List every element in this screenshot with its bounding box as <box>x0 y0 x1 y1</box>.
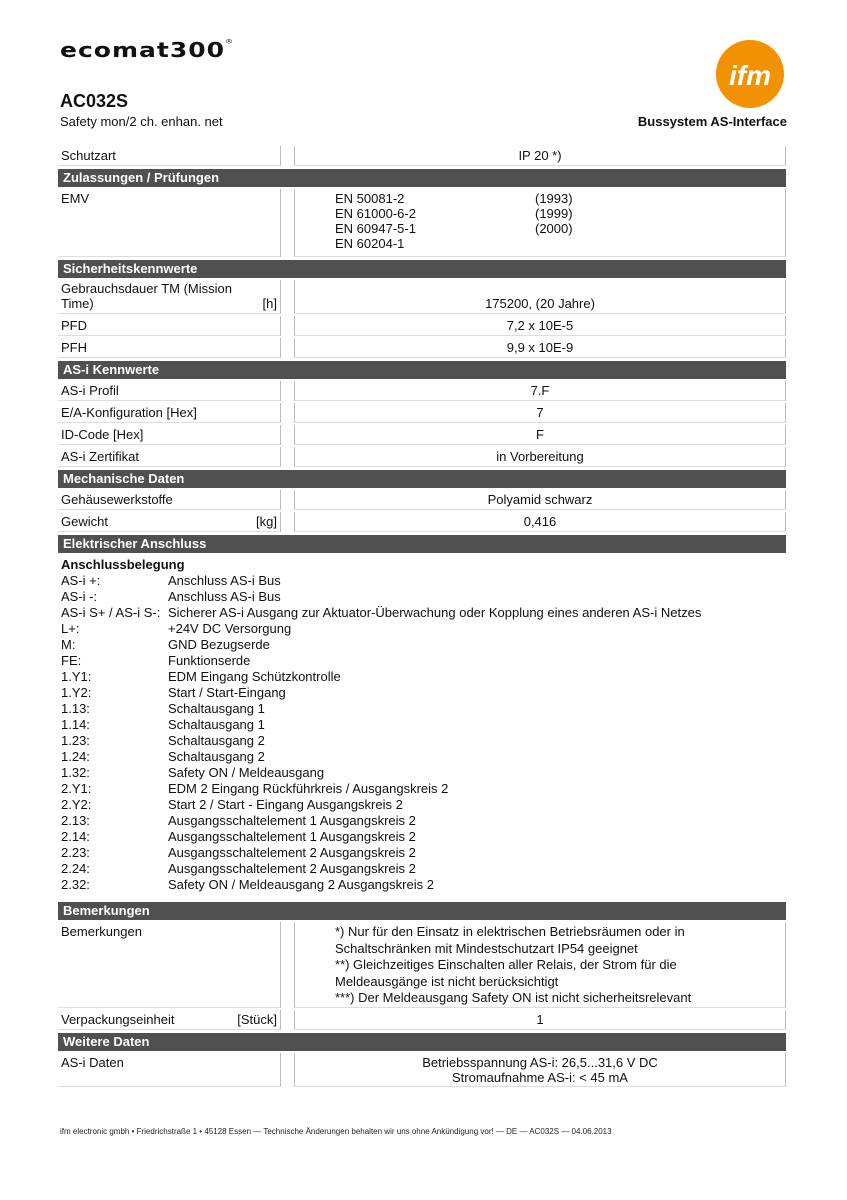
pin-description: Anschluss AS-i Bus <box>168 589 281 604</box>
section-safety: Sicherheitskennwerte <box>58 260 786 278</box>
pin-description: Safety ON / Meldeausgang <box>168 765 325 780</box>
pin-description: Schaltausgang 2 <box>168 733 265 748</box>
row-label: Gehäusewerkstoffe <box>61 492 173 507</box>
row-label: PFD <box>61 318 87 333</box>
remark-line: Schaltschränken mit Mindestschutzart IP54 geeignet <box>335 940 638 956</box>
remark-line: **) Gleichzeitiges Einschalten aller Relais, der Strom für die <box>335 957 677 972</box>
remark-line: ***) Der Meldeausgang Safety ON ist nicht sicherheitsrelevant <box>335 990 692 1005</box>
pin-id: L+: <box>61 621 80 636</box>
pin-id: 1.Y2: <box>61 685 92 700</box>
pin-id: 2.32: <box>61 877 90 892</box>
section-remarks: Bemerkungen <box>58 902 786 920</box>
row-housing <box>58 490 786 510</box>
pin-id: 2.13: <box>61 813 90 828</box>
section-approvals: Zulassungen / Prüfungen <box>58 169 786 187</box>
row-label: ID-Code [Hex] <box>61 427 144 442</box>
row-value: 7,2 x 10E-5 <box>294 316 786 336</box>
row-unit: [kg] <box>256 514 277 529</box>
pin-description: Funktionserde <box>168 653 251 668</box>
pin-row <box>61 845 783 861</box>
pin-row <box>61 573 783 589</box>
emv-standard: EN 60204-1 <box>335 236 405 251</box>
product-code: AC032S <box>60 91 129 111</box>
row-value: Betriebsspannung AS-i: 26,5...31,6 V DC Stromaufnahme AS-i: < 45 mA <box>294 1053 786 1087</box>
pin-description: Start / Start-Eingang <box>168 685 286 700</box>
pin-row <box>61 829 783 845</box>
pin-id: 1.24: <box>61 749 90 764</box>
row-asi-data <box>58 1053 786 1087</box>
row-value: 9,9 x 10E-9 <box>294 338 786 358</box>
pin-description: Sicherer AS-i Ausgang zur Aktuator-Überwachung oder Kopplung eines anderen AS-i Netzes <box>168 605 702 620</box>
pin-id: M: <box>61 637 76 652</box>
row-label: Gebrauchsdauer TM (Mission Time) <box>61 281 232 311</box>
row-weight <box>58 512 786 532</box>
pin-row <box>61 765 783 781</box>
pin-row <box>61 685 783 701</box>
pin-id: AS-i S+ / AS-i S-: <box>61 605 161 620</box>
pin-id: 2.Y2: <box>61 797 92 812</box>
row-value: 7.F <box>294 381 786 401</box>
product-category: Bussystem AS-Interface <box>637 114 787 129</box>
row-value: F <box>294 425 786 445</box>
svg-text:ifm: ifm <box>729 60 771 91</box>
row-label: AS-i Zertifikat <box>61 449 140 464</box>
row-emv <box>58 189 786 257</box>
emv-standards <box>294 189 786 257</box>
pin-description: Start 2 / Start - Eingang Ausgangskreis 2 <box>168 797 403 812</box>
pin-description: Anschluss AS-i Bus <box>168 573 281 588</box>
pin-row <box>61 717 783 733</box>
pin-description: Schaltausgang 1 <box>168 701 265 716</box>
pin-id: 2.Y1: <box>61 781 92 796</box>
pin-id: 2.14: <box>61 829 90 844</box>
pin-row <box>61 637 783 653</box>
pin-row <box>61 589 783 605</box>
pin-row <box>61 797 783 813</box>
page-footer: ifm electronic gmbh • Friedrichstraße 1 • 45128 Essen — Technische Änderungen behalten wir uns ohne Ankündigung vor! — DE — AC032S — 04.06.2013 <box>60 1127 612 1136</box>
remarks-text <box>294 922 786 1008</box>
pin-description: Schaltausgang 2 <box>168 749 265 764</box>
row-label: PFH <box>61 340 87 355</box>
product-subtitle: Safety mon/2 ch. enhan. net <box>60 114 223 129</box>
remark-line: *) Nur für den Einsatz in elektrischen Betriebsräumen oder in <box>335 924 685 939</box>
pin-row <box>61 669 783 685</box>
pin-id: 2.24: <box>61 861 90 876</box>
pin-description: Ausgangsschaltelement 1 Ausgangskreis 2 <box>168 829 416 844</box>
emv-standard: EN 50081-2 (1993) <box>335 191 573 206</box>
pin-id: 1.23: <box>61 733 90 748</box>
pin-description: EDM Eingang Schützkontrolle <box>168 669 341 684</box>
pin-id: 1.13: <box>61 701 90 716</box>
row-label: Schutzart <box>61 148 116 163</box>
pin-description: Ausgangsschaltelement 2 Ausgangskreis 2 <box>168 861 416 876</box>
pin-row <box>61 861 783 877</box>
row-pfh <box>58 338 786 358</box>
pin-id: 1.Y1: <box>61 669 92 684</box>
row-unit: [Stück] <box>237 1012 277 1027</box>
row-value: 1 <box>294 1010 786 1030</box>
pin-id: FE: <box>61 653 82 668</box>
row-label: AS-i Daten <box>61 1055 124 1070</box>
pin-description: Ausgangsschaltelement 1 Ausgangskreis 2 <box>168 813 416 828</box>
pin-id: 2.23: <box>61 845 90 860</box>
datasheet-body <box>58 146 786 1089</box>
pin-row <box>61 781 783 797</box>
pin-row <box>61 653 783 669</box>
row-unit: [h] <box>262 296 277 311</box>
pin-description: +24V DC Versorgung <box>168 621 292 636</box>
row-packaging <box>58 1010 786 1030</box>
remark-line: Meldeausgänge ist nicht berücksichtigt <box>335 973 559 989</box>
row-label: E/A-Konfiguration [Hex] <box>61 405 197 420</box>
section-asi: AS-i Kennwerte <box>58 361 786 379</box>
section-further: Weitere Daten <box>58 1033 786 1051</box>
emv-standard: EN 60947-5-1 (2000) <box>335 221 573 236</box>
row-remarks <box>58 922 786 1008</box>
section-mechanical: Mechanische Daten <box>58 470 786 488</box>
pin-list <box>61 573 783 893</box>
pin-row <box>61 877 783 893</box>
pin-row <box>61 621 783 637</box>
row-value: in Vorbereitung <box>294 447 786 467</box>
row-value: 175200, (20 Jahre) <box>294 280 786 314</box>
row-certificate <box>58 447 786 467</box>
row-value: 0,416 <box>294 512 786 532</box>
row-asi-profile <box>58 381 786 401</box>
brand-wordmark: ecomat300® <box>60 38 235 62</box>
row-label: Verpackungseinheit <box>61 1012 175 1027</box>
pin-description: GND Bezugserde <box>168 637 270 652</box>
pin-id: 1.32: <box>61 765 90 780</box>
row-pfd <box>58 316 786 336</box>
pin-id: AS-i -: <box>61 589 98 604</box>
pin-description: EDM 2 Eingang Rückführkreis / Ausgangskreis 2 <box>168 781 449 796</box>
emv-standard: EN 61000-6-2 (1999) <box>335 206 573 221</box>
row-value: 7 <box>294 403 786 423</box>
row-id-code <box>58 425 786 445</box>
pin-row <box>61 733 783 749</box>
row-label: Gewicht <box>61 514 108 529</box>
row-value: Polyamid schwarz <box>294 490 786 510</box>
pin-row <box>61 749 783 765</box>
pin-assignment <box>58 555 786 899</box>
pin-row <box>61 813 783 829</box>
row-value: IP 20 *) <box>294 146 786 166</box>
pin-id: 1.14: <box>61 717 90 732</box>
row-label: AS-i Profil <box>61 383 119 398</box>
pin-assignment-title: Anschlussbelegung <box>61 557 185 572</box>
pin-id: AS-i +: <box>61 573 101 588</box>
section-electrical: Elektrischer Anschluss <box>58 535 786 553</box>
row-protection <box>58 146 786 166</box>
pin-row <box>61 605 783 621</box>
row-label: EMV <box>61 191 90 206</box>
pin-row <box>61 701 783 717</box>
pin-description: Safety ON / Meldeausgang 2 Ausgangskreis 2 <box>168 877 434 892</box>
row-mission-time <box>58 280 786 314</box>
row-io-config <box>58 403 786 423</box>
row-label: Bemerkungen <box>61 924 142 939</box>
pin-description: Ausgangsschaltelement 2 Ausgangskreis 2 <box>168 845 416 860</box>
ifm-logo <box>714 38 786 110</box>
pin-description: Schaltausgang 1 <box>168 717 265 732</box>
